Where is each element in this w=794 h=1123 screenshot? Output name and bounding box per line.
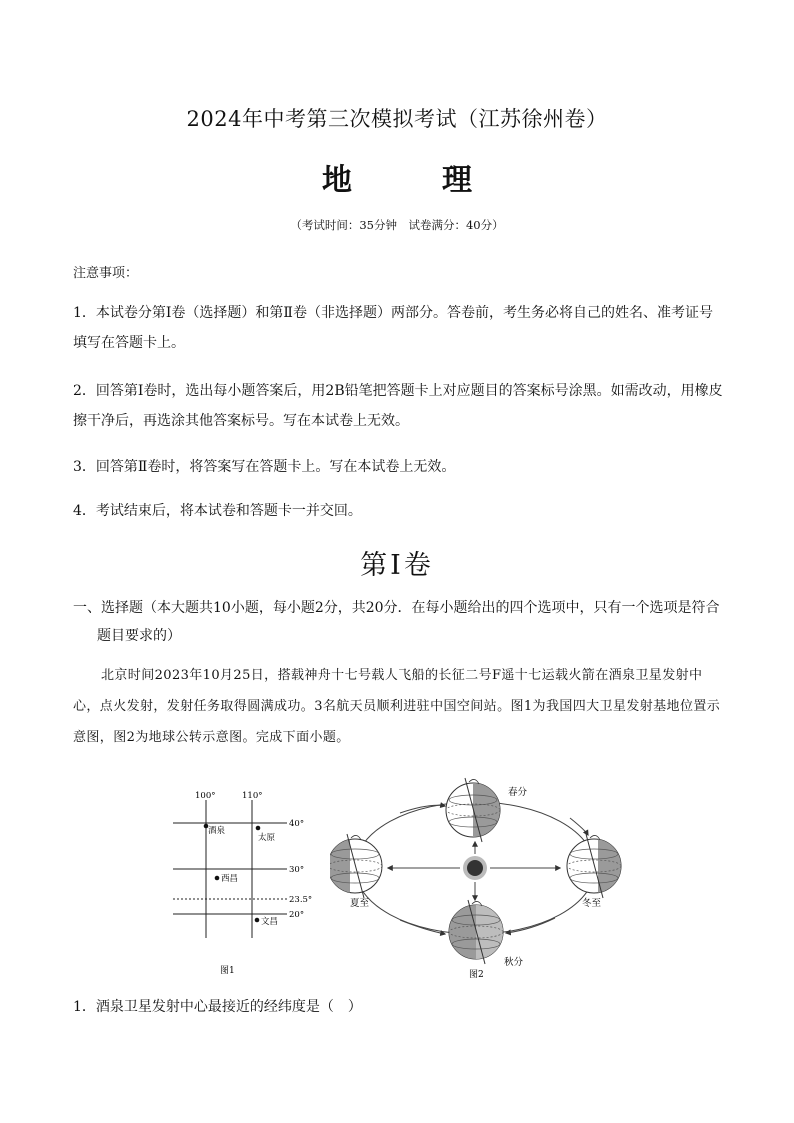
earth-spring-icon	[446, 778, 503, 842]
sun-core	[467, 860, 483, 876]
notice-item-3: 3．回答第Ⅱ卷时，将答案写在答题卡上。写在本试卷上无效。	[73, 459, 456, 475]
notice-item-2: 2．回答第Ⅰ卷时，选出每小题答案后，用2B铅笔把答题卡上对应题目的答案标号涂黑。如需改动，用橡皮擦干净后，再选涂其他答案标号。写在本试卷上无效。	[73, 383, 723, 429]
section-heading: 一、选择题（本大题共10小题，每小题2分，共20分．在每小题给出的四个选项中，只有一个选项是符合题目要求的）	[73, 600, 720, 644]
figure1-map	[165, 780, 315, 980]
latitude-label-23-5: 23.5°	[289, 895, 313, 905]
figure1-caption: 图1	[220, 966, 235, 976]
orbit-arrow-icon	[400, 920, 445, 934]
figure2-revolution	[330, 770, 630, 980]
exam-info: （考试时间：35分钟 试卷满分：40分）	[290, 218, 504, 232]
latitude-label-40: 40°	[289, 819, 305, 829]
season-label-autumn: 秋分	[504, 957, 524, 968]
exam-title: 2024年中考第三次模拟考试（江苏徐州卷）	[186, 107, 608, 131]
site-label-xichang: 西昌	[221, 874, 239, 884]
subject-title: 地 理	[322, 163, 502, 198]
longitude-label-100: 100°	[195, 791, 216, 801]
latitude-label-30: 30°	[289, 865, 305, 875]
site-label-wenchang: 文昌	[261, 917, 279, 927]
notice-item-4: 4．考试结束后，将本试卷和答题卡一并交回。	[73, 503, 362, 519]
earth-winter-icon	[567, 834, 624, 898]
site-marker-wenchang	[255, 918, 260, 923]
season-label-spring: 春分	[508, 787, 528, 798]
notice-heading: 注意事项：	[73, 266, 139, 281]
site-label-taiyuan: 太原	[258, 833, 276, 843]
question-1: 1．酒泉卫星发射中心最接近的经纬度是（ ）	[73, 999, 362, 1015]
longitude-label-110: 110°	[242, 791, 263, 801]
season-label-winter: 冬至	[582, 898, 602, 909]
orbit-arrow-icon	[570, 818, 588, 835]
site-marker-taiyuan	[256, 826, 261, 831]
earth-autumn-icon	[448, 900, 506, 964]
site-label-jiuquan: 酒泉	[208, 826, 226, 836]
site-marker-xichang	[215, 876, 220, 881]
part-title: 第Ⅰ卷	[360, 550, 434, 581]
reading-passage: 北京时间2023年10月25日，搭载神舟十七号载人飞船的长征二号F遥十七运载火箭在酒泉卫星发射中心，点火发射，发射任务取得圆满成功。3名航天员顺利进驻中国空间站。图1为我国四大卫星发射基地位置示意图，图2为地球公转示意图。完成下面小题。	[73, 668, 721, 745]
latitude-label-20: 20°	[289, 910, 305, 920]
notice-item-1: 1．本试卷分第Ⅰ卷（选择题）和第Ⅱ卷（非选择题）两部分。答卷前，考生务必将自己的姓名、准考证号填写在答题卡上。	[73, 305, 713, 351]
orbit-arrow-icon	[400, 805, 445, 813]
earth-summer-icon	[330, 834, 382, 898]
figure2-caption: 图2	[469, 970, 484, 980]
season-label-summer: 夏至	[350, 898, 370, 909]
